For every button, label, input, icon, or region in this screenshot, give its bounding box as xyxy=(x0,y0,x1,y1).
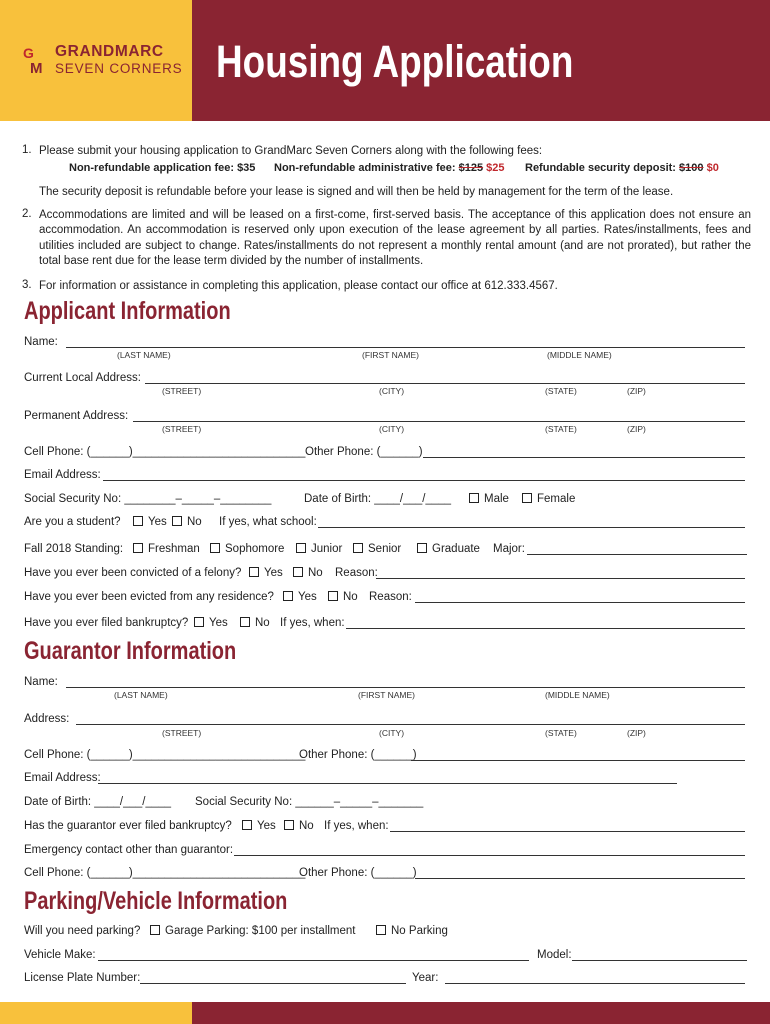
guarantor-cell-phone-field[interactable]: Cell Phone: (______)___________________________ xyxy=(24,749,306,761)
yes-label: Yes xyxy=(148,516,167,528)
vehicle-year-label: Year: xyxy=(412,972,439,984)
administrative-fee-new: $25 xyxy=(486,162,505,174)
checkbox-icon xyxy=(172,516,182,526)
zip-caption: (ZIP) xyxy=(627,386,646,396)
bankruptcy-when-label: If yes, when: xyxy=(280,617,345,629)
felony-question: Have you ever been convicted of a felony? xyxy=(24,567,242,579)
guarantor-ssn-field[interactable]: Social Security No: ______–_____–_______ xyxy=(195,796,424,808)
male-label: Male xyxy=(484,493,509,505)
checkbox-icon xyxy=(293,567,303,577)
garage-parking-label: Garage Parking: $100 per installment xyxy=(165,925,356,937)
ssn-field[interactable]: Social Security No: ________–_____–________ xyxy=(24,493,272,505)
emergency-contact-label: Emergency contact other than guarantor: xyxy=(24,844,234,856)
license-plate-field[interactable] xyxy=(140,983,406,984)
svg-text:M: M xyxy=(30,60,43,75)
checkbox-icon xyxy=(283,591,293,601)
no-parking-checkbox[interactable] xyxy=(376,925,448,937)
evicted-yes-checkbox[interactable] xyxy=(283,591,317,603)
parking-question: Will you need parking? xyxy=(24,925,141,937)
other-phone-label: Other Phone: (______) xyxy=(305,446,423,458)
checkbox-icon xyxy=(133,543,143,553)
evicted-reason-field[interactable] xyxy=(415,602,745,603)
deposit-note: The security deposit is refundable before your lease is signed and will then be held by management for the term of the lease. xyxy=(39,186,674,198)
yes-label: Yes xyxy=(209,617,228,629)
evicted-question: Have you ever been evicted from any residence? xyxy=(24,591,274,603)
email-field[interactable] xyxy=(103,480,745,481)
bankruptcy-yes-checkbox[interactable] xyxy=(194,617,228,629)
applicant-section-title: Applicant Information xyxy=(24,297,231,325)
student-yes-checkbox[interactable] xyxy=(133,516,167,528)
city-caption: (CITY) xyxy=(379,386,405,396)
no-label: No xyxy=(343,591,358,603)
item-number-3: 3. xyxy=(22,279,32,291)
guarantor-other-phone-label: Other Phone: (______) xyxy=(299,749,417,761)
freshman-label: Freshman xyxy=(148,543,200,555)
security-deposit-label: Refundable security deposit: xyxy=(525,162,676,174)
administrative-fee-label: Non-refundable administrative fee: xyxy=(274,162,456,174)
security-deposit xyxy=(525,162,719,174)
freshman-checkbox[interactable] xyxy=(133,543,200,555)
checkbox-icon xyxy=(469,493,479,503)
yes-label: Yes xyxy=(264,567,283,579)
felony-reason-label: Reason: xyxy=(335,567,378,579)
last-name-caption: (LAST NAME) xyxy=(117,350,171,360)
street-caption: (STREET) xyxy=(162,386,202,396)
administrative-fee-old: $125 xyxy=(458,162,484,174)
applicant-name-label: Name: xyxy=(24,336,58,348)
emergency-contact-field[interactable] xyxy=(234,855,745,856)
svg-text:G: G xyxy=(23,45,34,61)
checkbox-icon xyxy=(242,820,252,830)
male-checkbox[interactable] xyxy=(469,493,509,505)
felony-yes-checkbox[interactable] xyxy=(249,567,283,579)
graduate-label: Graduate xyxy=(432,543,480,555)
state-caption: (STATE) xyxy=(545,728,577,738)
no-label: No xyxy=(299,820,314,832)
other-phone-field[interactable] xyxy=(423,457,745,458)
junior-checkbox[interactable] xyxy=(296,543,342,555)
checkbox-icon xyxy=(240,617,250,627)
guarantor-dob-field[interactable]: Date of Birth: ____/___/____ xyxy=(24,796,172,808)
evicted-reason-label: Reason: xyxy=(369,591,412,603)
guarantor-bankruptcy-when-field[interactable] xyxy=(390,831,745,832)
checkbox-icon xyxy=(194,617,204,627)
sophomore-checkbox[interactable] xyxy=(210,543,284,555)
last-name-caption: (LAST NAME) xyxy=(114,690,168,700)
first-name-caption: (FIRST NAME) xyxy=(362,350,419,360)
application-fee: Non-refundable application fee: $35 xyxy=(69,162,256,174)
emergency-other-phone-field[interactable] xyxy=(415,878,745,879)
guarantor-section-title: Guarantor Information xyxy=(24,637,237,665)
logo-line1: GRANDMARC xyxy=(55,43,164,60)
guarantor-name-label: Name: xyxy=(24,676,58,688)
parking-section-title: Parking/Vehicle Information xyxy=(24,887,288,915)
first-name-caption: (FIRST NAME) xyxy=(358,690,415,700)
guarantor-bankruptcy-when-label: If yes, when: xyxy=(324,820,389,832)
guarantor-name-field[interactable] xyxy=(66,687,745,688)
guarantor-email-field[interactable] xyxy=(98,783,677,784)
page-title: Housing Application xyxy=(216,36,574,87)
evicted-no-checkbox[interactable] xyxy=(328,591,358,603)
footer-gold-bar xyxy=(0,1002,192,1024)
zip-caption: (ZIP) xyxy=(627,728,646,738)
bankruptcy-no-checkbox[interactable] xyxy=(240,617,270,629)
city-caption: (CITY) xyxy=(379,424,405,434)
emergency-other-phone-label: Other Phone: (______) xyxy=(299,867,417,879)
street-caption: (STREET) xyxy=(162,728,202,738)
guarantor-bankruptcy-yes-checkbox[interactable] xyxy=(242,820,276,832)
no-label: No xyxy=(187,516,202,528)
guarantor-address-field[interactable] xyxy=(76,724,745,725)
felony-reason-field[interactable] xyxy=(376,578,745,579)
junior-label: Junior xyxy=(311,543,343,555)
vehicle-model-field[interactable] xyxy=(572,960,747,961)
zip-caption: (ZIP) xyxy=(627,424,646,434)
security-deposit-new: $0 xyxy=(706,162,719,174)
email-label: Email Address: xyxy=(24,469,101,481)
checkbox-icon xyxy=(150,925,160,935)
checkbox-icon xyxy=(249,567,259,577)
intro-paragraph-1: Please submit your housing application to GrandMarc Seven Corners along with the following fees: xyxy=(39,145,543,157)
senior-label: Senior xyxy=(368,543,402,555)
yes-label: Yes xyxy=(257,820,276,832)
yes-label: Yes xyxy=(298,591,317,603)
checkbox-icon xyxy=(296,543,306,553)
intro-paragraph-2: Accommodations are limited and will be leased on a first-come, first-served basis. The acceptance of this application does not ensure an accommodation. An accommodation is reserved only upon execution of the lease agreement by all parties. Rates/installments, fees and utilities included are subject to change. Rates/installments do not represent a monthly rental amount (and are not prorated), but rather the total base rent due for the lease term divided by the number of installments. xyxy=(39,209,751,268)
emergency-cell-phone-field[interactable]: Cell Phone: (______)___________________________ xyxy=(24,867,306,879)
permanent-address-field[interactable] xyxy=(133,421,745,422)
state-caption: (STATE) xyxy=(545,386,577,396)
license-plate-label: License Plate Number: xyxy=(24,972,141,984)
major-field[interactable] xyxy=(527,554,747,555)
footer-maroon-bar xyxy=(192,1002,770,1024)
cell-phone-field[interactable]: Cell Phone: (______)___________________________ xyxy=(24,446,306,458)
street-caption: (STREET) xyxy=(162,424,202,434)
current-address-field[interactable] xyxy=(145,383,745,384)
senior-checkbox[interactable] xyxy=(353,543,401,555)
vehicle-year-field[interactable] xyxy=(445,983,745,984)
dob-field[interactable]: Date of Birth: ____/___/____ xyxy=(304,493,452,505)
major-label: Major: xyxy=(493,543,525,555)
checkbox-icon xyxy=(522,493,532,503)
checkbox-icon xyxy=(284,820,294,830)
guarantor-address-label: Address: xyxy=(24,713,70,725)
logo-line2: SEVEN CORNERS xyxy=(55,61,183,76)
guarantor-bankruptcy-question: Has the guarantor ever filed bankruptcy? xyxy=(24,820,232,832)
checkbox-icon xyxy=(133,516,143,526)
felony-no-checkbox[interactable] xyxy=(293,567,323,579)
graduate-checkbox[interactable] xyxy=(417,543,480,555)
intro-paragraph-3: For information or assistance in completing this application, please contact our office at 612.333.4567. xyxy=(39,280,558,292)
city-caption: (CITY) xyxy=(379,728,405,738)
permanent-address-label: Permanent Address: xyxy=(24,410,129,422)
administrative-fee xyxy=(274,162,505,174)
item-number-2: 2. xyxy=(22,208,32,220)
state-caption: (STATE) xyxy=(545,424,577,434)
grandmarc-logo xyxy=(22,43,187,79)
middle-name-caption: (MIDDLE NAME) xyxy=(547,350,612,360)
garage-parking-checkbox[interactable] xyxy=(150,925,356,937)
guarantor-bankruptcy-no-checkbox[interactable] xyxy=(284,820,314,832)
no-label: No xyxy=(308,567,323,579)
school-label: If yes, what school: xyxy=(219,516,317,528)
checkbox-icon xyxy=(210,543,220,553)
checkbox-icon xyxy=(417,543,427,553)
applicant-name-field[interactable] xyxy=(66,347,745,348)
bankruptcy-when-field[interactable] xyxy=(346,628,745,629)
standing-label: Fall 2018 Standing: xyxy=(24,543,124,555)
vehicle-model-label: Model: xyxy=(537,949,572,961)
female-checkbox[interactable] xyxy=(522,493,575,505)
female-label: Female xyxy=(537,493,576,505)
checkbox-icon xyxy=(376,925,386,935)
vehicle-make-field[interactable] xyxy=(98,960,529,961)
guarantor-other-phone-field[interactable] xyxy=(411,760,745,761)
no-parking-label: No Parking xyxy=(391,925,448,937)
checkbox-icon xyxy=(353,543,363,553)
student-no-checkbox[interactable] xyxy=(172,516,202,528)
gm-logo-mark-icon xyxy=(22,45,50,75)
middle-name-caption: (MIDDLE NAME) xyxy=(545,690,610,700)
student-question: Are you a student? xyxy=(24,516,121,528)
no-label: No xyxy=(255,617,270,629)
item-number-1: 1. xyxy=(22,144,32,156)
checkbox-icon xyxy=(328,591,338,601)
guarantor-email-label: Email Address: xyxy=(24,772,101,784)
sophomore-label: Sophomore xyxy=(225,543,285,555)
current-address-label: Current Local Address: xyxy=(24,372,141,384)
vehicle-make-label: Vehicle Make: xyxy=(24,949,96,961)
bankruptcy-question: Have you ever filed bankruptcy? xyxy=(24,617,189,629)
security-deposit-old: $100 xyxy=(679,162,704,174)
school-field[interactable] xyxy=(318,527,745,528)
